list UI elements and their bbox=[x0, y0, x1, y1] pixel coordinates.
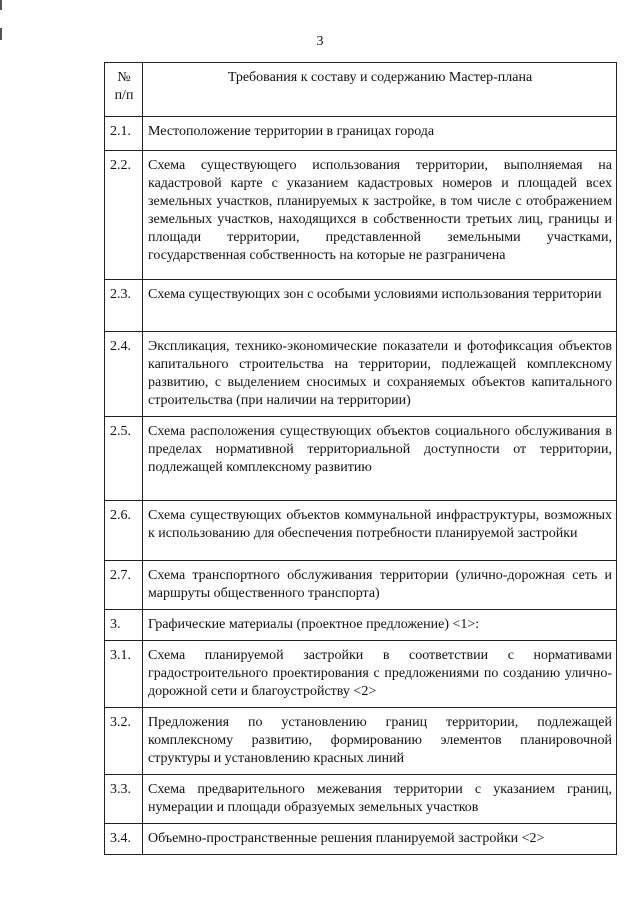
row-text: Схема предварительного межевания территории с указанием границ, нумерации и площади образуемых земельных участков bbox=[143, 775, 617, 824]
header-number-abbrev: п/п bbox=[114, 88, 134, 103]
row-text: Схема транспортного обслуживания территории (улично-дорожная сеть и маршруты общественного транспорта) bbox=[143, 561, 617, 610]
row-number: 3.3. bbox=[105, 775, 143, 824]
row-text: Экспликация, технико-экономические показатели и фотофиксация объектов капитального строительства на территории, подлежащей комплексному развитию, с выделением сносимых и сохраняемых объектов капитального строительства (при наличии на территории) bbox=[143, 332, 617, 417]
table-header-row bbox=[105, 63, 617, 117]
table-row bbox=[105, 708, 617, 775]
table-row bbox=[105, 117, 617, 151]
row-number: 2.5. bbox=[105, 417, 143, 501]
table-row bbox=[105, 280, 617, 332]
page-number: 3 bbox=[316, 34, 324, 49]
table-row bbox=[105, 610, 617, 641]
row-number: 2.3. bbox=[105, 280, 143, 332]
row-number: 3.2. bbox=[105, 708, 143, 775]
row-text: Схема существующего использования территории, выполняемая на кадастровой карте с указанием кадастровых номеров и площадей всех земельных участков, планируемых к застройке, в том числе с отображением земельных участков, находящихся в собственности третьих лиц, границы и площади территории, представленной земельными участками, государственная собственность на которые не разграничена bbox=[143, 151, 617, 280]
table-row bbox=[105, 641, 617, 708]
table-row bbox=[105, 332, 617, 417]
row-text: Объемно-пространственные решения планируемой застройки <2> bbox=[143, 824, 617, 855]
row-number: 2.7. bbox=[105, 561, 143, 610]
requirements-table bbox=[104, 62, 617, 855]
row-text: Схема существующих объектов коммунальной инфраструктуры, возможных к использованию для обеспечения потребности планируемой застройки bbox=[143, 501, 617, 561]
row-number: 2.1. bbox=[105, 117, 143, 151]
row-text: Предложения по установлению границ территории, подлежащей комплексному развитию, формированию элементов планировочной структуры и установлению красных линий bbox=[143, 708, 617, 775]
row-number: 3.4. bbox=[105, 824, 143, 855]
row-text: Местоположение территории в границах города bbox=[143, 117, 617, 151]
table-row bbox=[105, 824, 617, 855]
table-row bbox=[105, 501, 617, 561]
row-text: Графические материалы (проектное предложение) <1>: bbox=[143, 610, 617, 641]
table-row bbox=[105, 775, 617, 824]
table-row bbox=[105, 417, 617, 501]
row-number: 3. bbox=[105, 610, 143, 641]
table-row bbox=[105, 151, 617, 280]
row-number: 3.1. bbox=[105, 641, 143, 708]
row-number: 2.4. bbox=[105, 332, 143, 417]
header-number-sign: № bbox=[117, 70, 131, 85]
table-row bbox=[105, 561, 617, 610]
row-number: 2.2. bbox=[105, 151, 143, 280]
row-number: 2.6. bbox=[105, 501, 143, 561]
row-text: Схема существующих зон с особыми условиями использования территории bbox=[143, 280, 617, 332]
header-title-cell: Требования к составу и содержанию Мастер-плана bbox=[143, 63, 617, 117]
row-text: Схема планируемой застройки в соответствии с нормативами градостроительного проектирования с предложениями по созданию улично-дорожной сети и благоустройству <2> bbox=[143, 641, 617, 708]
header-number-cell bbox=[105, 63, 143, 117]
row-text: Схема расположения существующих объектов социального обслуживания в пределах нормативной территориальной доступности от территории, подлежащей комплексному развитию bbox=[143, 417, 617, 501]
scan-edge-mark bbox=[0, 0, 2, 10]
